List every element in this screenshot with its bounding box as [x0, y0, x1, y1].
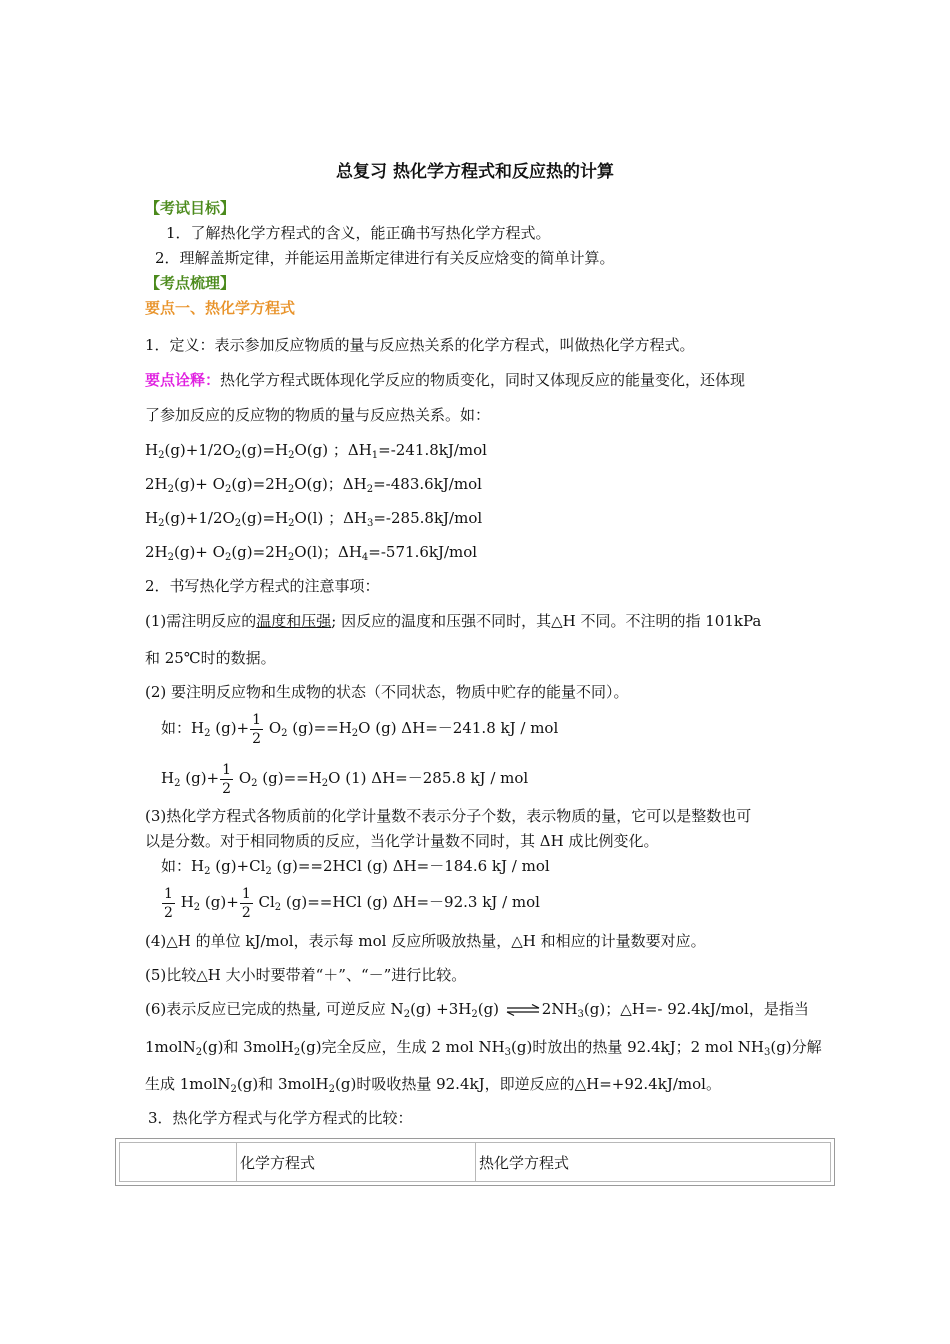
note-1-line1: (1)需注明反应的温度和压强; 因反应的温度和压强不同时，其△H 不同。不注明的指 101kPa [145, 612, 762, 630]
fraction: $\frac{1}{2}$ [241, 885, 251, 921]
equation-1: $H_2(g)+1/2O_2(g)=H_2O(g)$ ；$\Delta H_1=-241.8kJ$/mol [145, 441, 487, 461]
fraction: $\frac{1}{2}$ [252, 711, 262, 747]
table-header-thermochemical-equation: 热化学方程式 [475, 1143, 830, 1181]
note-1-line2: 和 25℃时的数据。 [145, 649, 276, 667]
table-cell-empty [120, 1143, 236, 1181]
notes-heading: 2．书写热化学方程式的注意事项： [145, 577, 380, 595]
key-point-label: 要点诠释： [145, 371, 221, 389]
comparison-heading: 3．热化学方程式与化学方程式的比较： [148, 1109, 413, 1127]
reversible-arrow-icon [506, 1004, 540, 1016]
note-2: (2) 要注明反应物和生成物的状态（不同状态，物质中贮存的能量不同）。 [145, 683, 629, 701]
section1-heading: 要点一、热化学方程式 [145, 299, 296, 317]
definition: 1．定义：表示参加反应物质的量与反应热关系的化学方程式，叫做热化学方程式。 [145, 336, 695, 354]
key-point-text: 热化学方程式既体现化学反应的物质变化，同时又体现反应的能量变化，还体现 [220, 371, 746, 389]
table-row [119, 1142, 831, 1182]
equation-2: $2H_2(g)+ O_2(g)=2H_2O(g)$；$\Delta H_2=-483.6kJ$/mol [145, 475, 482, 495]
fraction: $\frac{1}{2}$ [164, 885, 173, 921]
equation-4: $2H_2(g)+ O_2(g)=2H_2O(l)$；$\Delta H_4=-571.6kJ$/mol [145, 543, 478, 563]
comparison-table [115, 1138, 835, 1186]
page-title: 总复习 热化学方程式和反应热的计算 [336, 162, 614, 182]
note-3-line1: (3)热化学方程式各物质前的化学计量数不表示分子个数，表示物质的量，它可以是整数也可 [145, 807, 752, 825]
exam-goals-heading: 【考试目标】 [145, 199, 236, 217]
example-3a: 如：$H_2$ $(g)+Cl_2$ (g)==2HCl (g) ΔH=－184.6 kJ / mol [161, 857, 550, 877]
equation-3: $H_2(g)+1/2O_2(g)=H_2O(l)$ ；$\Delta H_3=-285.8kJ$/mol [145, 509, 483, 529]
note-6-line3: 生成 1molN$_2$(g)和 3molH$_2$(g)时吸收热量 92.4kJ，即逆反应的△H=+92.4kJ/mol。 [145, 1075, 721, 1095]
key-point-line1 [145, 370, 745, 390]
example-2a: 如：$H_2$ (g)+ $\frac{1}{2}$ $O_2$ $(g)==H_2O$ (g) ΔH=－241.8 kJ / mol [161, 711, 559, 747]
table-header-chemical-equation: 化学方程式 [236, 1143, 475, 1181]
key-point-line2: 了参加反应的反应物的物质的量与反应热关系。如： [145, 406, 491, 424]
note-4: (4)△H 的单位 kJ/mol，表示每 mol 反应所吸放热量，△H 和相应的计量数要对应。 [145, 932, 706, 950]
note-3-line2: 以是分数。对于相同物质的反应，当化学计量数不同时，其 ΔH 成比例变化。 [145, 832, 659, 850]
note-6-line2: 1molN$_2$(g)和 3molH$_2$(g)完全反应，生成 2 mol $NH_3(g)$时放出的热量 92.4kJ；2 mol $NH_3(g)$分解 [145, 1038, 822, 1058]
goal-2: 2．理解盖斯定律，并能运用盖斯定律进行有关反应焓变的简单计算。 [155, 249, 615, 267]
note-5: (5)比较△H 大小时要带着“＋”、“－”进行比较。 [145, 966, 467, 984]
note-6-line1: (6)表示反应已完成的热量, 可逆反应 $N_2(g) +3H_2(g)$ $2NH_3(g)$；△H=- 92.4kJ/mol，是指当 [145, 1000, 809, 1020]
goal-1: 1．了解热化学方程式的含义，能正确书写热化学方程式。 [166, 224, 551, 242]
fraction: $\frac{1}{2}$ [222, 761, 232, 797]
points-heading: 【考点梳理】 [145, 274, 236, 292]
example-2b: $H_2$ (g)+ $\frac{1}{2}$ $O_2$ $(g)==H_2O$ (1) ΔH=－285.8 kJ / mol [161, 761, 529, 797]
example-3b: $\frac{1}{2}$ $H_2$ (g)+ $\frac{1}{2}$ $Cl_2$ (g)==HCl (g) ΔH=－92.3 kJ / mol [164, 885, 540, 921]
underlined-term: 温度和压强 [256, 612, 332, 630]
